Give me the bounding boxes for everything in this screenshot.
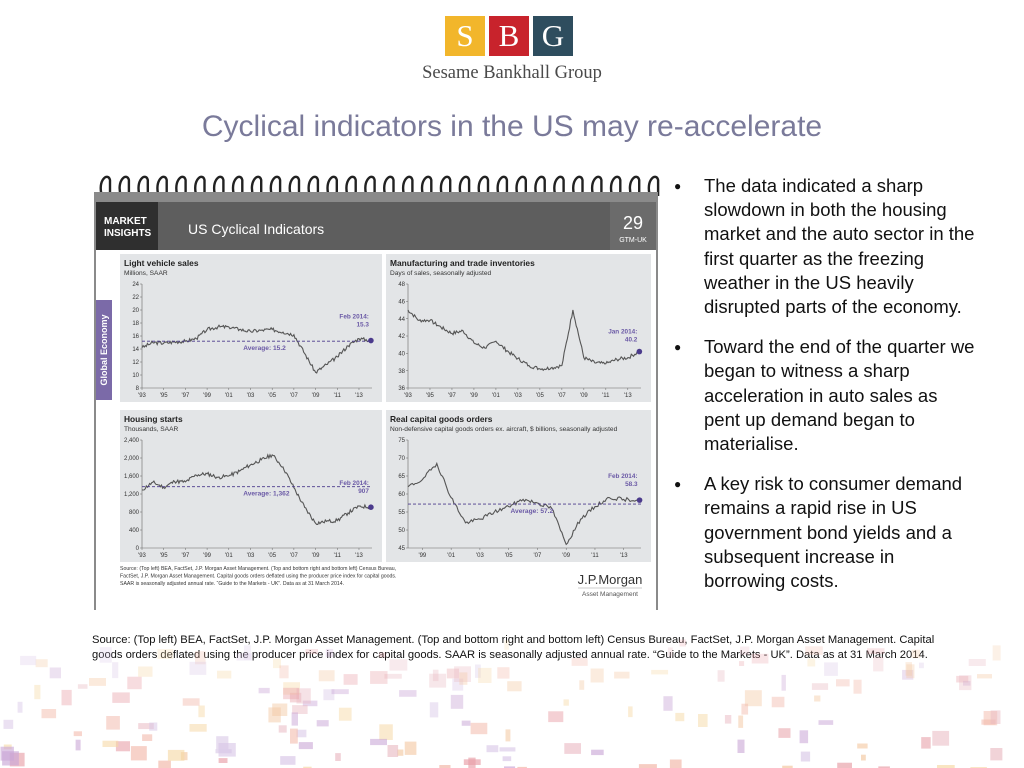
latest-label: Feb 2014: <box>339 480 369 488</box>
y-tick-label: 1,600 <box>123 474 139 481</box>
confetti-square <box>279 665 288 678</box>
bullet-item: ● The data indicated a sharp slowdown in both the housing market and the auto sector in the first quarter as the freezing weather in the US heavily disrupted parts of the economy. <box>672 174 977 319</box>
y-tick-label: 40 <box>398 351 405 358</box>
confetti-square <box>639 764 657 768</box>
y-tick-label: 22 <box>132 295 139 302</box>
y-tick-label: 24 <box>132 282 139 289</box>
confetti-square <box>397 750 403 756</box>
confetti-square <box>168 750 185 761</box>
confetti-square <box>500 747 516 751</box>
y-tick-label: 55 <box>398 510 405 517</box>
confetti-square <box>725 715 731 724</box>
x-tick-label: '07 <box>289 553 298 559</box>
confetti-square <box>142 734 152 741</box>
y-tick-label: 48 <box>398 282 405 289</box>
bullet-item: ● A key risk to consumer demand remains a rapid rise in US government bond yields and a subsequent increase in borrowing costs. <box>672 472 977 593</box>
chart-3 <box>120 410 382 562</box>
y-tick-label: 8 <box>135 386 139 393</box>
x-tick-label: '93 <box>404 393 412 399</box>
page-code: GTM-UK <box>619 237 647 244</box>
x-tick-label: '13 <box>619 553 628 559</box>
confetti-square <box>89 678 106 686</box>
confetti-square <box>216 736 228 749</box>
confetti-square <box>430 702 439 717</box>
latest-label: Feb 2014: <box>608 473 638 481</box>
confetti-square <box>670 760 682 768</box>
confetti-square <box>279 725 287 732</box>
y-tick-label: 12 <box>132 360 139 367</box>
chart-subtitle: Thousands, SAAR <box>124 426 179 433</box>
confetti-square <box>591 669 604 683</box>
confetti-square <box>800 730 809 743</box>
chart-subtitle: Non-defensive capital goods orders ex. aircraft, $ billions, seasonally adjusted <box>390 426 618 433</box>
confetti-square <box>317 720 329 726</box>
y-tick-label: 65 <box>398 474 405 481</box>
logo-letter-g: G <box>533 16 573 56</box>
x-tick-label: '95 <box>159 553 168 559</box>
confetti-square <box>158 649 174 659</box>
confetti-square <box>614 672 629 679</box>
confetti-square <box>379 653 386 658</box>
x-tick-label: '09 <box>311 393 320 399</box>
chart-title: Light vehicle sales <box>124 258 199 268</box>
average-label: Average: 15.2 <box>243 345 286 353</box>
y-tick-label: 1,200 <box>123 492 139 499</box>
confetti-square <box>62 690 72 705</box>
confetti-square <box>290 729 298 744</box>
chart-title: Manufacturing and trade inventories <box>390 258 535 268</box>
confetti-square <box>50 668 61 679</box>
confetti-square <box>698 714 708 727</box>
confetti-square <box>778 728 790 738</box>
confetti-square <box>292 712 298 725</box>
confetti-square <box>344 674 358 685</box>
y-tick-label: 2,400 <box>123 438 139 445</box>
confetti-square <box>507 681 521 691</box>
confetti-square <box>564 699 569 705</box>
average-label: Average: 1,362 <box>243 490 290 498</box>
y-tick-label: 38 <box>398 368 405 375</box>
confetti-square <box>198 706 204 718</box>
confetti-square <box>752 654 769 664</box>
logo-letter-b: B <box>489 16 529 56</box>
confetti-square <box>283 688 299 699</box>
confetti-square <box>370 671 387 684</box>
x-tick-label: '99 <box>203 553 212 559</box>
confetti-square <box>4 720 14 729</box>
confetti-square <box>103 741 119 747</box>
confetti-square <box>824 662 838 676</box>
confetti-square <box>628 706 633 717</box>
y-tick-label: 2,000 <box>123 456 139 463</box>
confetti-square <box>932 731 949 746</box>
confetti-square <box>738 740 745 753</box>
x-tick-label: '99 <box>203 393 212 399</box>
x-tick-label: '01 <box>224 393 233 399</box>
confetti-square <box>217 671 231 679</box>
confetti-square <box>379 724 393 740</box>
confetti-square <box>805 646 823 655</box>
confetti-square <box>680 640 687 647</box>
average-label: Average: 57.2 <box>510 508 554 516</box>
y-tick-label: 46 <box>398 299 405 306</box>
confetti-square <box>741 704 748 715</box>
confetti-square <box>388 745 399 757</box>
x-tick-label: '97 <box>181 553 190 559</box>
page-number: 29 <box>622 213 644 233</box>
sbg-logo <box>445 16 573 56</box>
confetti-square <box>651 670 668 675</box>
x-tick-label: '97 <box>448 393 456 399</box>
confetti-square <box>819 720 834 725</box>
x-tick-label: '97 <box>181 393 190 399</box>
badge-line-2: INSIGHTS <box>104 228 152 239</box>
x-tick-label: '01 <box>447 553 456 559</box>
confetti-square <box>772 697 785 708</box>
y-tick-label: 36 <box>398 386 405 393</box>
latest-label: Feb 2014: <box>339 313 369 321</box>
confetti-square <box>297 730 307 738</box>
x-tick-label: '05 <box>268 553 277 559</box>
confetti-square <box>390 659 408 670</box>
x-tick-label: '03 <box>513 393 522 399</box>
chart-subtitle: Days of sales, seasonally adjusted <box>390 270 492 277</box>
confetti-square <box>506 729 511 741</box>
confetti-square <box>112 662 118 678</box>
y-tick-label: 18 <box>132 321 139 328</box>
confetti-square <box>78 684 88 689</box>
x-tick-label: '11 <box>591 553 599 559</box>
confetti-square <box>919 663 924 669</box>
confetti-square <box>487 745 499 752</box>
chart-panel-svg <box>92 170 660 612</box>
confetti-square <box>158 761 171 768</box>
confetti-square <box>42 709 57 718</box>
latest-point <box>637 497 643 503</box>
confetti-square <box>18 702 23 713</box>
latest-point <box>637 349 643 355</box>
confetti-square <box>131 746 147 760</box>
chart-4 <box>386 410 651 562</box>
confetti-square <box>921 737 931 749</box>
x-tick-label: '05 <box>535 393 544 399</box>
confetti-square <box>1 747 14 761</box>
confetti-square <box>34 685 40 699</box>
y-tick-label: 45 <box>398 546 405 553</box>
confetti-square <box>259 688 270 693</box>
x-tick-label: '93 <box>138 393 146 399</box>
confetti-square <box>74 731 82 736</box>
x-tick-label: '01 <box>224 553 233 559</box>
confetti-square <box>429 674 446 688</box>
x-tick-label: '95 <box>426 393 434 399</box>
x-tick-label: '03 <box>475 553 484 559</box>
confetti-square <box>106 716 120 730</box>
chart-title: Housing starts <box>124 414 183 424</box>
latest-point <box>368 338 374 344</box>
confetti-square <box>993 645 1001 660</box>
confetti-square <box>718 670 725 682</box>
confetti-square <box>319 670 335 681</box>
confetti-square <box>459 672 467 684</box>
confetti-square <box>854 680 862 694</box>
jpmorgan-logo: J.P.Morgan <box>577 572 643 587</box>
confetti-square <box>190 662 207 675</box>
confetti-square <box>969 659 986 666</box>
confetti-square <box>190 724 207 732</box>
confetti-square <box>237 653 253 660</box>
confetti-square <box>112 692 130 703</box>
chart-panel <box>92 170 660 612</box>
confetti-square <box>305 649 318 654</box>
x-tick-label: '05 <box>504 553 513 559</box>
x-tick-label: '13 <box>355 393 363 399</box>
confetti-square <box>782 675 786 691</box>
confetti-square <box>149 723 157 731</box>
confetti-square <box>478 668 491 683</box>
confetti-square <box>399 690 416 697</box>
confetti-square <box>668 647 673 656</box>
confetti-square <box>339 708 352 721</box>
x-tick-label: '99 <box>470 393 478 399</box>
confetti-square <box>326 649 333 657</box>
confetti-square <box>20 656 36 665</box>
confetti-square <box>299 742 313 749</box>
confetti-square <box>471 723 488 734</box>
y-tick-label: 60 <box>398 492 405 499</box>
x-tick-label: '07 <box>557 393 566 399</box>
x-tick-label: '09 <box>311 553 320 559</box>
x-tick-label: '07 <box>289 393 298 399</box>
y-tick-label: 70 <box>398 456 405 463</box>
confetti-square <box>663 696 672 711</box>
x-tick-label: '11 <box>602 393 610 399</box>
chart-2 <box>386 254 651 402</box>
x-tick-label: '93 <box>138 553 146 559</box>
logo-letter-s: S <box>445 16 485 56</box>
panel-source-line: Source: (Top left) BEA, FactSet, J.P. Morgan Asset Management. (Top and bottom right and bottom left) Census Bureau, <box>120 566 397 572</box>
confetti-square <box>873 657 883 672</box>
source-footnote: Source: (Top left) BEA, FactSet, J.P. Morgan Asset Management. (Top and bottom right and bottom left) Census Bureau, FactSet, J.P. Morgan Asset Management. Capital goods orders deflated using the producer price index for capital goods. SAAR is seasonally adjusted annual rate. “Guide to the Markets - UK”. Data as at 31 March 2014. <box>92 634 935 661</box>
confetti-square <box>959 675 971 690</box>
confetti-square <box>504 640 509 650</box>
confetti-square <box>138 667 152 677</box>
bullet-list <box>672 174 977 609</box>
confetti-square <box>572 658 588 666</box>
y-tick-label: 0 <box>135 546 139 553</box>
x-tick-label: '13 <box>355 553 363 559</box>
y-tick-label: 44 <box>398 316 405 323</box>
jpmorgan-subtitle: Asset Management <box>581 591 639 598</box>
latest-value: 907 <box>358 488 369 496</box>
y-tick-label: 800 <box>128 510 139 517</box>
confetti-square <box>991 710 1001 724</box>
confetti-square <box>912 650 921 658</box>
confetti-square <box>219 758 228 763</box>
confetti-square <box>801 752 810 762</box>
latest-point <box>368 504 374 510</box>
confetti-square <box>183 698 200 705</box>
confetti-square <box>837 763 852 768</box>
confetti-square <box>370 739 387 745</box>
x-tick-label: '03 <box>246 553 255 559</box>
bullet-item: ● Toward the end of the quarter we began to witness a sharp acceleration in auto sales as pent up demand began to materialise. <box>672 335 977 456</box>
y-tick-label: 20 <box>132 308 139 315</box>
confetti-square <box>462 721 471 726</box>
confetti-decoration <box>0 618 1024 768</box>
x-tick-label: '95 <box>159 393 168 399</box>
confetti-square <box>861 755 866 761</box>
confetti-square <box>977 674 992 678</box>
confetti-square <box>739 661 744 666</box>
confetti-square <box>76 740 81 751</box>
confetti-square <box>36 659 48 667</box>
latest-value: 58.3 <box>625 481 638 489</box>
panel-source-line: FactSet, J.P. Morgan Asset Management. Capital goods orders deflated using the producer price index for capital goods. <box>120 573 397 580</box>
confetti-square <box>836 679 850 686</box>
x-tick-label: '11 <box>333 393 341 399</box>
confetti-square <box>100 647 112 663</box>
confetti-square <box>268 707 280 722</box>
confetti-square <box>591 750 604 755</box>
confetti-square <box>740 647 749 655</box>
confetti-square <box>867 648 884 654</box>
confetti-square <box>464 759 481 765</box>
confetti-square <box>127 677 141 690</box>
x-tick-label: '01 <box>492 393 500 399</box>
y-tick-label: 400 <box>128 528 139 535</box>
y-tick-label: 75 <box>398 438 405 445</box>
x-tick-label: '05 <box>268 393 277 399</box>
y-tick-label: 10 <box>132 373 139 380</box>
confetti-square <box>906 662 913 676</box>
x-tick-label: '11 <box>333 553 341 559</box>
confetti-square <box>990 748 1002 760</box>
slide-title: Cyclical indicators in the US may re-accelerate <box>201 110 823 143</box>
y-tick-label: 16 <box>132 334 139 341</box>
chart-1 <box>120 254 382 402</box>
side-label: Global Economy <box>99 314 109 386</box>
chart-subtitle: Millions, SAAR <box>124 270 168 277</box>
confetti-square <box>497 667 509 678</box>
confetti-square <box>335 753 341 761</box>
confetti-square <box>814 696 820 702</box>
confetti-square <box>738 716 743 728</box>
latest-value: 15.3 <box>356 321 369 329</box>
x-tick-label: '03 <box>246 393 255 399</box>
confetti-square <box>564 743 581 754</box>
confetti-square <box>332 689 349 694</box>
confetti-square <box>451 695 463 709</box>
x-tick-label: '13 <box>623 393 632 399</box>
confetti-square <box>579 680 584 690</box>
confetti-square <box>280 756 295 765</box>
chart-title: Real capital goods orders <box>390 414 493 424</box>
x-tick-label: '99 <box>418 553 427 559</box>
y-tick-label: 42 <box>398 334 405 341</box>
company-name: Sesame Bankhall Group <box>422 63 602 83</box>
x-tick-label: '09 <box>562 553 571 559</box>
y-tick-label: 50 <box>398 528 405 535</box>
panel-source-line: SAAR is seasonally adjusted annual rate. “Guide to the Markets - UK”. Data as at 31 March 2014. <box>120 581 345 587</box>
confetti-square <box>857 744 867 749</box>
confetti-square <box>548 711 563 722</box>
badge-line-1: MARKET <box>104 216 147 227</box>
x-tick-label: '07 <box>533 553 542 559</box>
panel-title: US Cyclical Indicators <box>188 221 325 237</box>
x-tick-label: '09 <box>579 393 588 399</box>
confetti-square <box>405 742 417 755</box>
latest-value: 40.2 <box>624 336 638 344</box>
confetti-square <box>675 713 684 721</box>
latest-label: Jan 2014: <box>608 328 638 336</box>
confetti-square <box>812 683 828 690</box>
confetti-square <box>807 659 815 667</box>
confetti-square <box>503 756 512 761</box>
y-tick-label: 14 <box>132 347 139 354</box>
panel-header <box>96 202 656 250</box>
